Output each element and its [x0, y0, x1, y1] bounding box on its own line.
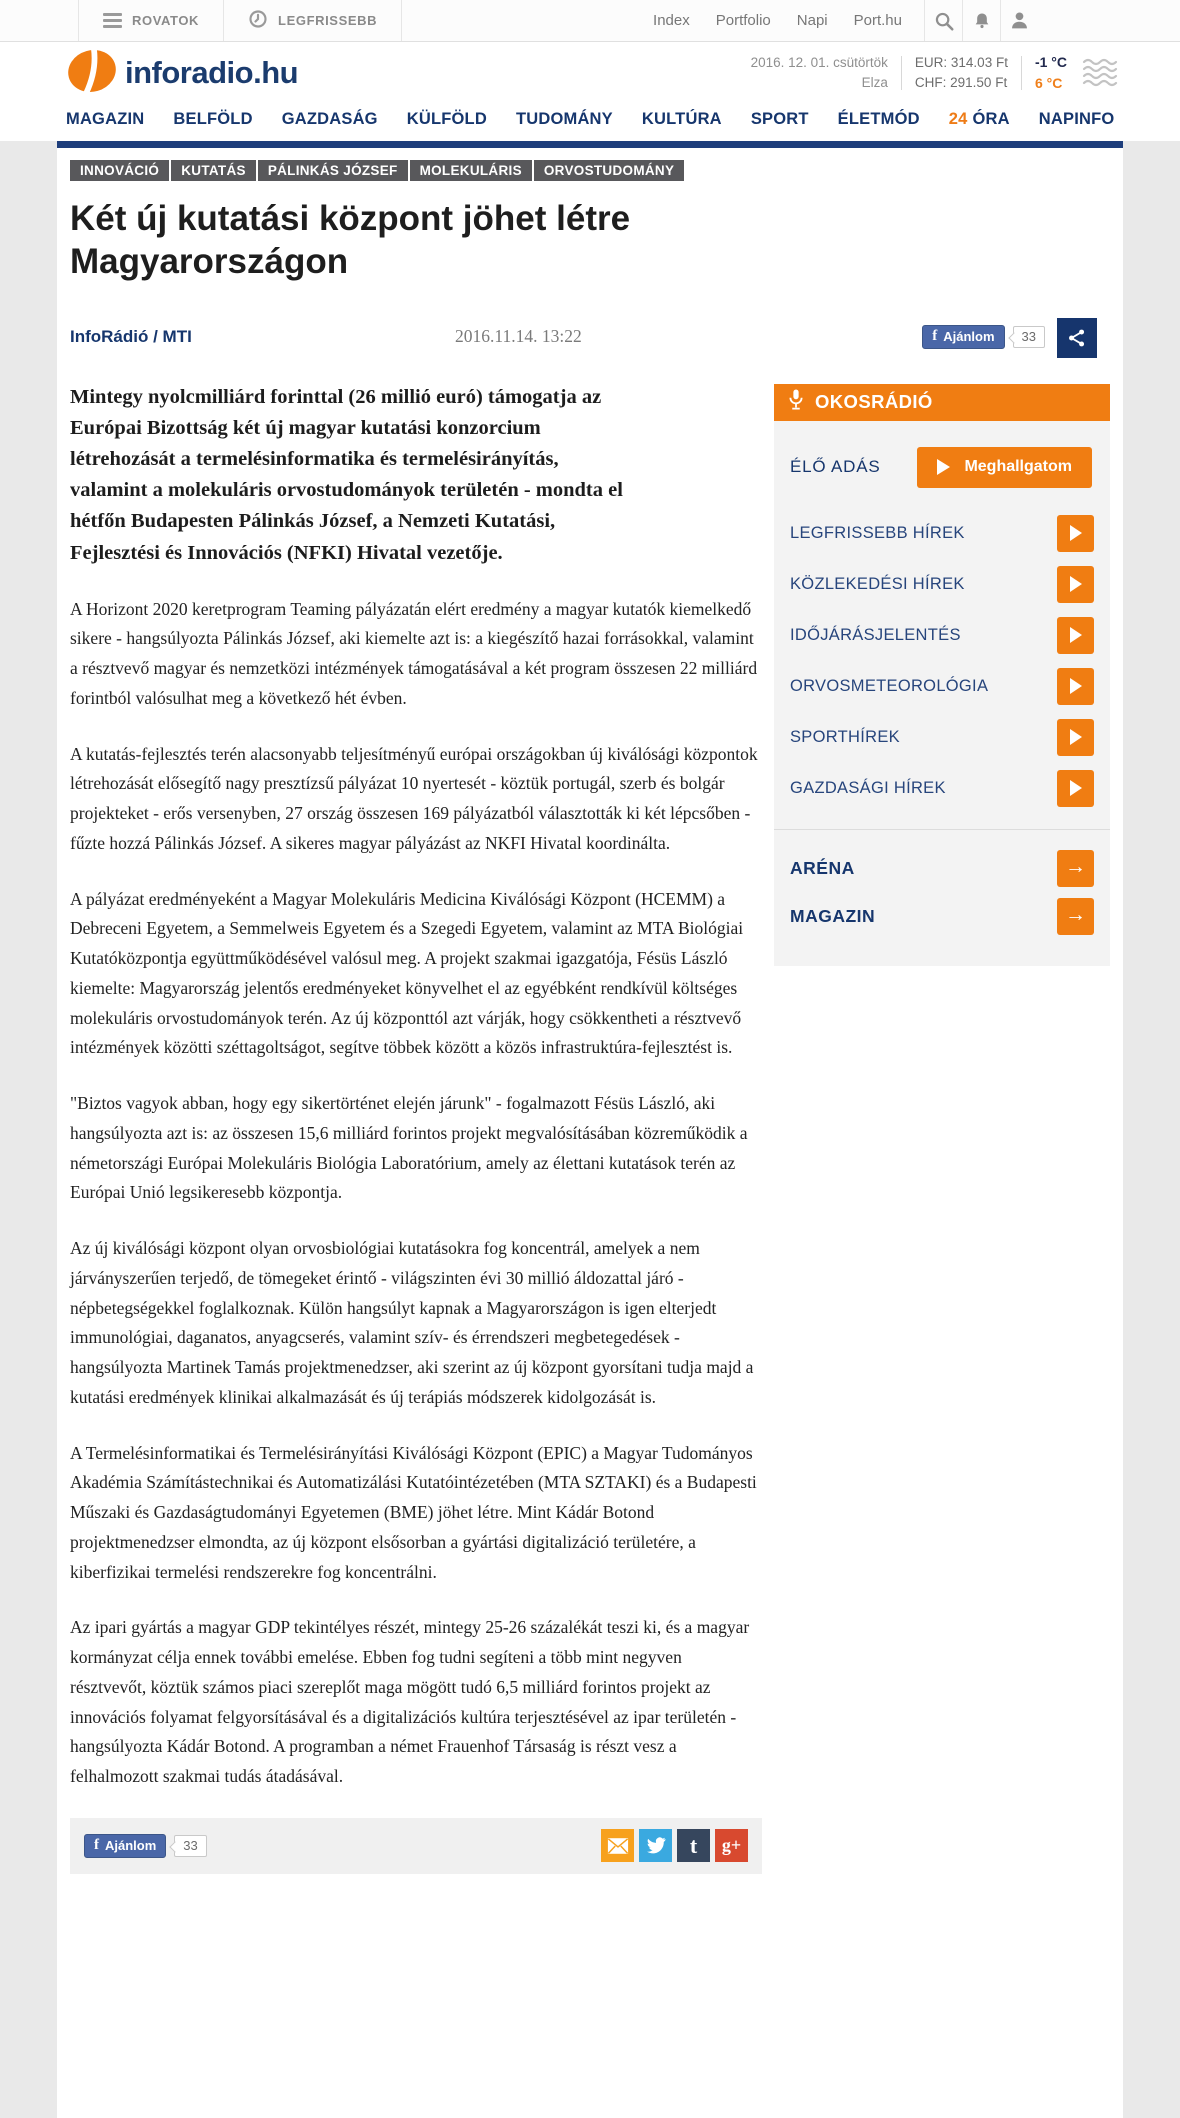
tag-kutatas[interactable]: KUTATÁS — [171, 160, 256, 181]
eur-rate: EUR: 314.03 Ft — [914, 54, 1008, 70]
channel-legfrissebb-hirek[interactable]: LEGFRISSEBB HÍREK — [790, 523, 965, 542]
play-button[interactable] — [1057, 617, 1094, 654]
listen-button[interactable] — [917, 447, 1092, 488]
facebook-share-label: Ajánlom — [943, 329, 995, 345]
header-info — [751, 52, 1120, 94]
play-button[interactable] — [1057, 566, 1094, 603]
live-row — [790, 447, 1094, 488]
tag-list — [70, 160, 1110, 181]
facebook-icon: f — [932, 328, 938, 345]
byline-row — [70, 316, 1110, 360]
channel-row — [790, 515, 1094, 552]
nav-eletmod[interactable]: ÉLETMÓD — [837, 110, 920, 128]
top-utility-bar — [0, 0, 1180, 42]
tag-palinkas-jozsef[interactable]: PÁLINKÁS JÓZSEF — [258, 160, 408, 181]
article-paragraph: A Horizont 2020 keretprogram Teaming pályázatán elért eredmény a magyar kutatók kiemelkedő sikere - hangsúlyozta Pálinkás József, aki kiemelte azt is: a kiegészítő hazai forrásokkal, valamint a résztvevő magyar és nemzetközi intézmények támogatásával a két program összesen 22 milliárd forintból valósulhat meg a következő hét évben. — [70, 598, 758, 708]
facebook-widget-bottom — [84, 1834, 207, 1858]
arrow-button[interactable] — [1057, 898, 1094, 935]
article-body — [70, 382, 762, 1874]
play-button[interactable] — [1057, 719, 1094, 756]
play-icon — [1070, 780, 1082, 796]
legfrissebb-button[interactable] — [224, 0, 402, 41]
chf-rate: CHF: 291.50 Ft — [914, 75, 1008, 90]
bottom-share-bar — [70, 1818, 762, 1874]
play-icon — [1070, 576, 1082, 592]
nav-belfold[interactable]: BELFÖLD — [173, 110, 253, 128]
weather-block — [1035, 52, 1067, 94]
play-icon — [1070, 627, 1082, 643]
legfrissebb-label: LEGFRISSEBB — [278, 13, 378, 28]
tag-orvostudomany[interactable]: ORVOSTUDOMÁNY — [534, 160, 684, 181]
microphone-icon — [787, 388, 805, 417]
article-paragraph: "Biztos vagyok abban, hogy egy sikertörténet elején járunk" - fogalmazott Fésüs László, aki hangsúlyozta azt is: az összesen 15,6 milliárd forintos projekt megvalósításában közreműködik a németországi Európai Molekuláris Biológia Laboratórium, amely az élettani kutatások terén az Európai Unió legsikeresebb központja. — [70, 1093, 748, 1203]
sidebar-link-magazin[interactable]: MAGAZIN — [790, 905, 876, 926]
topbar-right — [653, 0, 1038, 41]
search-icon[interactable] — [924, 0, 962, 41]
article-paragraph: A pályázat eredményeként a Magyar Molekuláris Medicina Kiválósági Központ (HCEMM) a Debreceni Egyetem, a Semmelweis Egyetem és a Szegedi Egyetem, valamint az MTA Biológiai Kutatóközpontja együttműködésével valósul meg. A projekt szakmai igazgatója, Fésüs László kiemelte: Magyarország jelentős eredményeket könyvelhet el az egyébként rendkívül költséges molekuláris orvostudományok terén. Az új központtól azt várják, hogy csökkentheti a résztvevő intézmények közötti széttagoltságot, segítve többek között a közös infrastruktúra-fejlesztést is. — [70, 888, 744, 1058]
channel-kozlekedesi-hirek[interactable]: KÖZLEKEDÉSI HÍREK — [790, 574, 965, 593]
link-portfolio[interactable]: Portfolio — [715, 12, 771, 29]
listen-button-label: Meghallgatom — [964, 458, 1072, 476]
arrow-button[interactable] — [1057, 850, 1094, 887]
article-paragraph: Az ipari gyártás a magyar GDP tekintélyes részét, mintegy 25-26 százalékát teszi ki, és a magyar kormányzat célja ennek további emelése. Ebben fog tudni segíteni a több mint negyven résztvevőt, köztük számos piaci szereplőt maga mögött tudó 6,5 milliárd forintos projekt az innovációs folyamat felgyorsításával és a digitalizációs kultúra terjesztésével az ipar területén - hangsúlyozta Kádár Botond. A programban a német Frauenhof Társaság is részt vesz a felhalmozott szakmai tudás átadásával. — [70, 1617, 750, 1787]
nav-kulfold[interactable]: KÜLFÖLD — [406, 110, 487, 128]
facebook-share-label: Ajánlom — [105, 1838, 157, 1854]
temperature-high: 6 °C — [1034, 75, 1063, 91]
sidebar-okosradio — [774, 384, 1110, 1874]
sidebar-box — [774, 421, 1110, 966]
temperature-low: -1 °C — [1034, 54, 1067, 70]
nav-tudomany[interactable]: TUDOMÁNY — [515, 110, 613, 128]
link-porthu[interactable]: Port.hu — [853, 12, 902, 29]
email-icon[interactable] — [601, 1829, 634, 1862]
twitter-icon[interactable] — [639, 1829, 672, 1862]
article-card — [57, 141, 1123, 2118]
facebook-widget — [922, 325, 1045, 349]
channel-sporthirek[interactable]: SPORTHÍREK — [790, 727, 900, 746]
channel-row — [790, 617, 1094, 654]
channel-row — [790, 770, 1094, 807]
tag-molekularis[interactable]: MOLEKULÁRIS — [410, 160, 532, 181]
share-button[interactable] — [1057, 318, 1097, 358]
channel-idojarasjelentes[interactable]: IDŐJÁRÁSJELENTÉS — [790, 625, 961, 644]
share-icon-group — [601, 1829, 748, 1862]
live-broadcast-link[interactable]: ÉLŐ ADÁS — [790, 457, 881, 477]
weather-waves-icon[interactable] — [1080, 54, 1120, 93]
sidebar-link-arena[interactable]: ARÉNA — [790, 857, 855, 878]
site-header — [0, 42, 1180, 104]
facebook-share-button[interactable] — [922, 325, 1004, 349]
facebook-share-count-bottom: 33 — [174, 1835, 206, 1857]
channel-orvosmeteorologia[interactable]: ORVOSMETEOROLÓGIA — [790, 676, 989, 695]
sidebar-title: OKOSRÁDIÓ — [815, 391, 933, 413]
arrow-right-icon: → — [1065, 903, 1086, 927]
nav-magazin[interactable]: MAGAZIN — [66, 110, 145, 128]
rovatok-label: ROVATOK — [132, 13, 200, 28]
play-button[interactable] — [1057, 770, 1094, 807]
play-button[interactable] — [1057, 668, 1094, 705]
channel-row — [790, 566, 1094, 603]
clock-icon — [248, 9, 268, 32]
sidebar-header — [774, 384, 1110, 421]
divider — [901, 56, 902, 90]
play-icon — [1070, 729, 1082, 745]
article-datetime: 2016.11.14. 13:22 — [455, 325, 582, 346]
nav-napinfo[interactable]: NAPINFO — [1038, 110, 1115, 128]
notifications-bell-icon[interactable] — [962, 0, 1000, 41]
sidebar-divider — [774, 829, 1110, 830]
article-title: Két új kutatási központ jöhet létre Magyarországon — [70, 199, 631, 282]
date-block — [751, 53, 888, 94]
nameday: Elza — [861, 75, 888, 90]
channel-gazdasagi-hirek[interactable]: GAZDASÁGI HÍREK — [790, 778, 946, 797]
article-paragraph: Az új kiválósági központ olyan orvosbiológiai kutatásokra fog koncentrál, amelyek a nem járványszerűen terjedő, de tömegeket érintő - világszinten évi 30 millió áldozattal járó - népbetegségekkel foglalkoznak. Külön hangsúlyt kapnak a Magyarországon is igen elterjedt immunológiai, daganatos, anyagcserés, valamint szív- és érrendszeri megbetegedések - hangsúlyozta Martinek Tamás projektmenedzser, aki szerint az új központ gyorsítani tudja majd a kutatási eredmények klinikai alkalmazását és új terápiás módszerek kidolgozását is. — [70, 1238, 754, 1407]
link-napi[interactable]: Napi — [796, 12, 828, 29]
link-index[interactable]: Index — [653, 12, 690, 29]
sidebar-link-row — [790, 850, 1094, 887]
nav-24ora-label: ÓRA — [972, 110, 1010, 128]
article-content — [70, 382, 1110, 1874]
play-button[interactable] — [1057, 515, 1094, 552]
facebook-share-count: 33 — [1013, 326, 1045, 348]
arrow-right-icon: → — [1065, 855, 1086, 879]
hamburger-icon — [103, 10, 122, 31]
channel-row — [790, 668, 1094, 705]
partner-links — [653, 0, 924, 41]
facebook-icon: f — [94, 1837, 99, 1854]
inforadio-logo-text: inforadio.hu — [125, 55, 299, 90]
inforadio-logo[interactable] — [66, 46, 298, 101]
article-source[interactable]: InfoRádió / MTI — [70, 326, 192, 346]
main-navigation — [0, 104, 1180, 141]
divider — [1021, 56, 1022, 90]
user-account-icon[interactable] — [1000, 0, 1038, 41]
googleplus-icon[interactable]: g+ — [715, 1829, 748, 1862]
share-icon — [1066, 327, 1088, 349]
nav-sport[interactable]: SPORT — [750, 110, 809, 128]
current-date: 2016. 12. 01. csütörtök — [750, 54, 888, 70]
nav-24ora[interactable] — [949, 110, 1010, 129]
nav-24ora-number: 24 — [948, 110, 968, 128]
rovatok-button[interactable] — [78, 0, 224, 41]
facebook-share-button-bottom[interactable] — [84, 1834, 166, 1858]
play-icon — [1070, 525, 1082, 541]
play-icon — [1070, 678, 1082, 694]
article-lead: Mintegy nyolcmilliárd forinttal (26 millió euró) támogatja az Európai Bizottság két új magyar kutatási konzorcium létrehozását a termelésinformatika és termelésirányítás, valamint a molekuláris orvostudományok területén - mondta el hétfőn Budapesten Pálinkás József, a Nemzeti Kutatási, Fejlesztési és Innovációs (NFKI) Hivatal vezetője. — [70, 385, 623, 564]
inforadio-logo-icon — [66, 46, 118, 101]
sidebar-link-row — [790, 898, 1094, 935]
tag-innovacio[interactable]: INNOVÁCIÓ — [70, 160, 169, 181]
channel-row — [790, 719, 1094, 756]
nav-gazdasag[interactable]: GAZDASÁG — [281, 110, 378, 128]
article-paragraph: A Termelésinformatikai és Termelésirányítási Kiválósági Központ (EPIC) a Magyar Tudományos Akadémia Számítástechnikai és Automatizálási Kutatóintézetében (MTA SZTAKI) és a Budapesti Műszaki és Gazdaságtudományi Egyetemen (BME) jöhet létre. Mint Kádár Botond projektmenedzser elmondta, az új központ elsősorban a gyártási digitalizáció területére, a kiberfizikai termelési rendszerekre fog koncentrálni. — [70, 1442, 757, 1582]
play-icon — [937, 459, 950, 475]
tumblr-icon[interactable]: t — [677, 1829, 710, 1862]
article-paragraph: A kutatás-fejlesztés terén alacsonyabb teljesítményű európai országokban új kiválósági központok létrehozását elősegítő nagy presztízsű pályázat 10 nyertesét - köztük portugál, szerb és bolgár projekteket - erős versenyben, 27 ország összesen 169 pályázatból választották ki két lépcsőben - fűzte hozzá Pálinkás József. A sikeres magyar pályázást az NKFI Hivatal koordinálta. — [70, 743, 758, 853]
currency-block — [915, 53, 1008, 94]
nav-kultura[interactable]: KULTÚRA — [641, 110, 722, 128]
